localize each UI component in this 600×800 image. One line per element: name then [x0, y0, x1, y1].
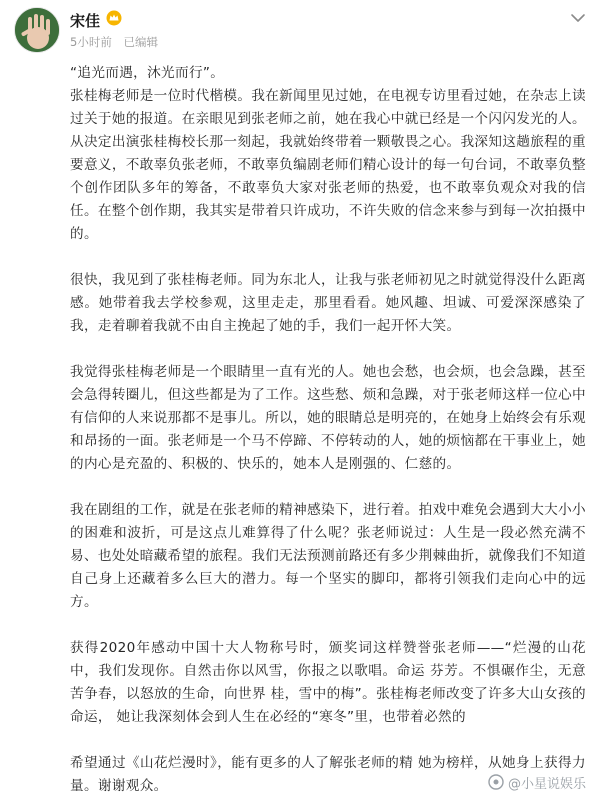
- post-time: 5小时前: [70, 35, 112, 49]
- watermark: [488, 772, 586, 792]
- chevron-down-icon[interactable]: [568, 10, 588, 26]
- username[interactable]: 宋佳: [70, 12, 101, 30]
- vip-crown-icon: [106, 10, 122, 26]
- post-quote: “追光而遇，沐光而行”。: [70, 65, 225, 81]
- watermark-text: @小星说娱乐: [507, 776, 586, 792]
- post-paragraph-2: 很快，我见到了张桂梅老师。同为东北人，让我与张老师初见之时就觉得没什么距离感。她带着我去学校参观，这里走走，那里看看。她风趣、坦诚、可爱深深感染了我，走着聊着我就不由自主挽起了她的手，我们一起开怀大笑。: [70, 272, 586, 334]
- avatar[interactable]: [14, 7, 60, 53]
- post-paragraph-4: 我在剧组的工作，就是在张老师的精神感染下，进行着。拍戏中难免会遇到大大小小的困难和波折，可是这点儿难算得了什么呢？张老师说过：人生是一段必然充满不易、也处处暗藏希望的旅程。我们无法预测前路还有多少荆棘曲折，就像我们不知道自己身上还藏着多么巨大的潜力。每一个坚实的脚印，都将引领我们走向心中的远方。: [70, 502, 586, 610]
- watermark-logo-icon: [488, 774, 504, 790]
- post-paragraph-1: 张桂梅老师是一位时代楷模。我在新闻里见过她，在电视专访里看过她，在杂志上读过关于她的报道。在亲眼见到张老师之前，她在我心中就已经是一个闪闪发光的人。从决定出演张桂梅校长那一刻起，我就始终带着一颗敬畏之心。我深知这趟旅程的重要意义，不敢辜负张老师，不敢辜负编剧老师们精心设计的每一句台词，不敢辜负整个创作团队多年的筹备，不敢辜负大家对张老师的热爱，也不敢辜负观众对我的信任。在整个创作期，我其实是带着只许成功，不许失败的信念来参与到每一次拍摄中的。: [70, 88, 586, 242]
- post-paragraph-5: 获得2020年感动中国十大人物称号时，颁奖词这样赞誉张老师——“烂漫的山花中，我们发现你。自然击你以风雪，你报之以歌唱。命运 芬芳。不惧碾作尘，无意苦争春，以怒放的生命，向世界 桂，雪中的梅”。张桂梅老师改变了许多大山女孩的命运， 她让我深刻体会到人生在必经的“寒冬”里，也带着必然的: [70, 640, 586, 725]
- post-body: [70, 62, 586, 800]
- post-paragraph-6: 希望通过《山花烂漫时》，能有更多的人了解张老师的精 她为榜样，从她身上获得力量。谢谢观众。: [70, 755, 586, 794]
- edited-label[interactable]: 已编辑: [123, 35, 158, 49]
- post-meta: [70, 34, 166, 50]
- post-header: [0, 0, 600, 58]
- post-paragraph-3: 我觉得张桂梅老师是一个眼睛里一直有光的人。她也会愁，也会烦，也会急躁，甚至会急得转圈儿，但这些都是为了工作。这些愁、烦和急躁，对于张老师这样一位心中有信仰的人来说那都不是事儿。所以，她的眼睛总是明亮的，在她身上始终会有乐观和昂扬的一面。张老师是一个马不停蹄、不停转动的人，她的烦恼都在干事业上，她的内心是充盈的、积极的、快乐的，她本人是刚强的、仁慈的。: [70, 364, 586, 472]
